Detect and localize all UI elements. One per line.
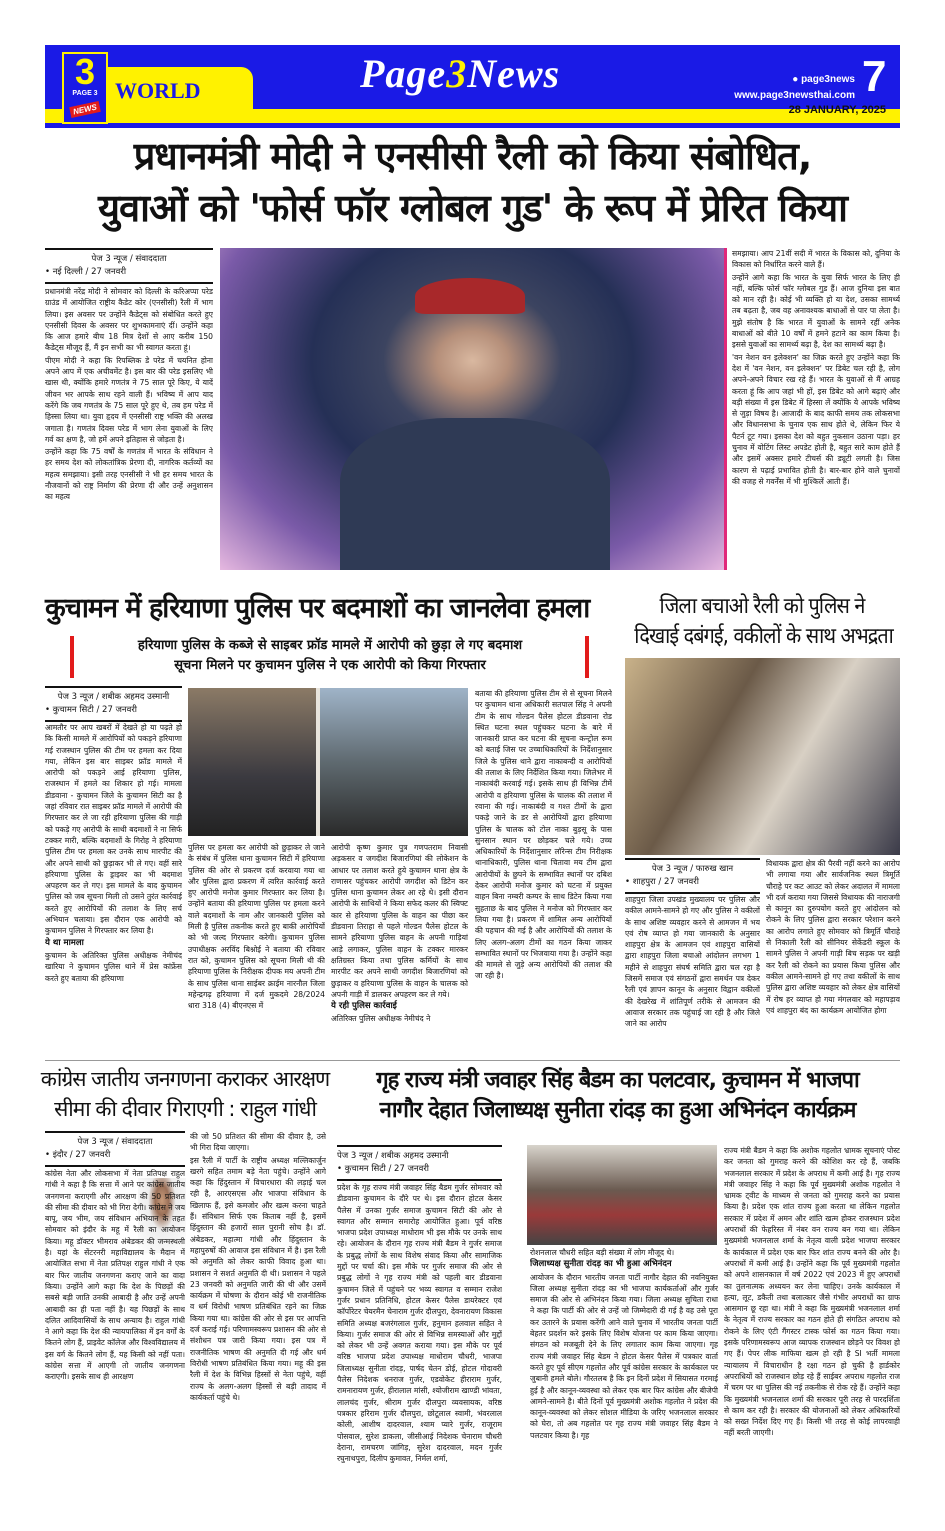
article-text: प्रदेश के गृह राज्य मंत्री जवाहर सिंह बैडम गुर्जर सोमवार को डीडवाना कुचामन के दौरे पर थे। इस दौरान होटल केसर पैलेस में उनका गुर्जर समाज कुचामन सिटी की ओर से स्वागत और सम्मान समारोह आयोजित हुआ। पूर्व वरिष्ठ भाजपा प्रदेश उपाध्यक्ष माधोराम भी इस मौके पर उनके साथ रहे। आयोजन के दौरान गृह राज्य मंत्री बैडम ने गुर्जर समाज के प्रबुद्ध लोगों के साथ विशेष संवाद किया और सामाजिक मुद्दों पर चर्चा की। इस मौके पर गुर्जर समाज की ओर से प्रबुद्ध लोगों ने गृह राज्य मंत्री को पहली बार डीडवाना कुचामन जिले में पहुंचने पर भव्य स्वागत व सम्मान राजेश गुर्जर प्रधान प्रतिनिधि, होटल केसर पैलेस डायरेक्टर एवं कॉर्पोरेटर चेयरमैन चेनाराम गुर्जर दौलपुरा, देवनारायण विकास समिति अध्यक्ष बजरंगलाल गुर्जर, हनुमान हलवाल सहित ने किया। गुर्जर समाज की ओर से विभिन्न समस्याओं और मुद्दों को लेकर भी उन्हें अवगत कराया गया। इस मौके पर पूर्व वरिष्ठ भाजपा प्रदेश उपाध्यक्ष माधोराम चौधरी, भाजपा जिलाध्यक्ष सुनीता रांदड़, पार्षद चेतन डोई, होटल गोदावरी पैलेस निदेशक धनराज गुर्जर, एडवोकेट हीराराम गुर्जर, रामनारायण गुर्जर, हीरालाल मांसी, श्योजीराम खाण्डी भांवता, लालचंद गुर्जर, श्रीराम गुर्जर दौलपुरा व्यवसायक, वरिष्ठ पत्रकार हरिराम गुर्जर दौलपुरा, छोटूलाल स्वामी, भंवरलाल कोली, आशीष दादरवाल, श्याम प्यारे गुर्जर, राजूराम पोसवाल, सुरेश डाकला, जीसीआई निदेशक चेनाराम चौधरी देराना, रामचरण जांगिड़, सुरेश दादरवाल, मदन गुर्जर रघुनाथपुरा, दिलीप कुमावत, निर्मल शर्मा, <box>337 1183 502 1464</box>
article-text: पुलिस पर हमला कर आरोपी को छुड़ाकर ले जाने के संबंध में पुलिस थाना कुचामन सिटी में हरियाणा पुलिस की ओर से प्रकरण दर्ज करवाया गया था और पुलिस द्वारा प्रकरण में त्वरित कार्रवाई करते हुए आरोपी मनोज कुमार गिरफ्तार कर लिया है। उन्होंने बताया की हरियाणा पुलिस पर हमला करने वाले बदमाशों के नाम और जानकारी पुलिस को मिली है पुलिस तकनीक करते हुए बाकी आरोपियों को भी जल्द गिरफ्तार करेगी। कुचामन पुलिस उपाधीक्षक अरविंद बिश्नोई ने बताया की रविवार रात को, कुचामन पुलिस को सूचना मिली थी की हरियाणा पुलिस के निरीक्षक दीपक मय अपनी टीम के साथ पुलिस थाना साईबर क्राईम नारनौल जिला महेन्द्रगढ़ हरियाणा में दर्ज मुकदमे 28/2024 धारा 318 (4) बीएनएस में <box>188 843 325 1011</box>
rally-photo <box>625 658 900 855</box>
headline-shahpura-rally: जिला बचाओ रैली को पुलिस ने दिखाई दबंगई, वकीलों के साथ अभद्रता <box>620 592 904 654</box>
article-text: आरोपी कृष्ण कुमार पुत्र गणपतराम निवासी अड़कसर व जगदीश बिजारणियां की लोकेशन के आधार पर तलाश करते हुये कुचामन थाना क्षेत्र के राणासर पहुंचकर आरोपी जगदीश को डिटेन कर पुलिस थाना कुचामन लेकर आ रहे थे। इसी दौरान आरोपी के साथियों ने किया सफेद कलर की स्विफ्ट कार से हरियाणा पुलिस के वाहन का पीछा कर डीडवाना तिराहा से पहले गोल्डन पैलेस होटल के सामने हरियाणा पुलिस वाहन के अपनी गाड़ियां आड़े लगाकर, पुलिस वाहन के टक्कर मारकर क्षतिग्रस्त किया तथा पुलिस कर्मियों के साथ मारपीट कर अपने साथी जगदीश बिजारणियां को छुड़ाकर व हरियाणा पुलिस के वाहन के चालक को अपनी गाड़ी में डालकर अपहरण कर ले गये। ये रही पुलिस कार्रवाई अतिरिक्त पुलिस अधीक्षक नेमीचंद ने <box>331 843 468 1024</box>
jacket <box>340 418 610 570</box>
article-text: बताया की हरियाणा पुलिस टीम से से सूचना मिलने पर कुचामन थाना अधिकारी सतपाल सिंह ने अपनी टीम के साथ गोल्डन पैलेस होटल डीडवाना रोड स्थित घटना स्थल पहुंचकर घटना के बारे में जानकारी प्राप्त कर घटना की सूचना कन्ट्रोल रूम को बताई जिस पर उच्चाधिकारियों के निर्देशानुसार जिले के पुलिस थाने द्वारा नाकाबन्दी व आरोपियों की तलाश के लिए निर्देशित किया गया। जिलेभर में नाकाबंदी करवाई गई। इसके साथ ही विभिन्न टीमें आरोपी व हरियाणा पुलिस के चालक की तलाश में रवाना की गई। नाकाबंदी व गश्त टीमों के द्वारा पकड़े जाने के डर से आरोपियों द्वारा हरियाणा पुलिस के चालक को टोल नाका बुड़सू के पास सुनसान स्थान पर छोड़कर चले गये। उच्च अधिकारियों के निर्देशानुसार लॉरेन्स टीम निरीक्षक थानाधिकारी, पुलिस थाना चितावा मय टीम द्वारा आरोपीयों के छुपने के सम्भावित स्थानों पर दबिश देकर आरोपी मनोज कुमार को घटना में प्रयुक्त वाहन बिना नम्बरी कम्पर के साथ डिटेन किया गया सुहताछ के बाद पुलिस ने मनोज को गिरफ्तार कर लिया गया है। प्रकरण में शामिल अन्य आरोपियों की पहचान की गई है और आरोपियों की तलाश के लिए अलग-अलग टीमों का गठन किया जाकर सम्भावित स्थानों पर भिजवाया गया है। उन्होंने कहा की मामले से जुड़े अन्य आरोपियों की तलाश की जा रही है। <box>475 689 612 981</box>
brand-name: Page3News <box>360 51 561 96</box>
headline-bedam: गृह राज्य मंत्री जवाहर सिंह बैडम का पलटवार, कुचामन में भाजपा नागौर देहात जिलाध्यक्ष सुनीता रांदड़ का हुआ अभिनंदन कार्यक्रम <box>376 1068 859 1123</box>
social-icon: ● <box>792 74 802 85</box>
article-text: राज्य मंत्री बैडम ने कहा कि अशोक गहलोत भ्रामक सूचनाएं पोस्ट कर जनता को गुमराह करने की कोशिश कर रहे हैं, जबकि भजनलाल सरकार में प्रदेश के अपराध में कमी आई है। गृह राज्य मंत्री जवाहर सिंह ने कहा कि पूर्व मुख्यमंत्री अशोक गहलोत ने भ्रामक ट्वीट के माध्यम से जनता को गुमराह करने का प्रयास किया है। प्रदेश एक शांत राज्य हुआ करता था लेकिन गहलोत सरकार में प्रदेश में अमन और शांति खत्म होकर राजस्थान प्रदेश अपराधों की फेहरिस्त में नंबर वन राज्य बन गया था। लेकिन मुख्यमंत्री भजनलाल शर्मा के नेतृत्व वाली प्रदेश भाजपा सरकार के कार्यकाल में प्रदेश एक बार फिर शांत राज्य बनने की ओर है। अपराधों में कमी आई है। उन्होंने कहा कि पूर्व मुख्यमंत्री गहलोत को अपने शासनकाल में वर्ष 2022 एवं 2023 में हुए अपराधों का तुलनात्मक अध्ययन कर लेना चाहिए। उनके कार्यकाल में हत्या, लूट, डकैती तथा बलात्कार जैसे गंभीर अपराधों का ग्राफ आसमान छू रहा था। मंत्री ने कहा कि मुख्यमंत्री भजनलाल शर्मा के नेतृत्व में राज्य सरकार का गठन होते ही संगठित अपराध को रोकने के लिए एंटी गैंगस्टर टास्क फोर्स का गठन किया गया। इसके परिणामस्वरूप आज व्यापक राजस्थान छोड़ने पर विवश हो गए हैं। पेपर लीक माफिया खत्म हो रही है SI भर्ती मामला न्यायालय में विचाराधीन है रक्षा गठन हो चुकी है हार्डकोर अपराधियों को राजस्थान छोड़ रहे हैं साईबर अपराध गहलोत राज में चरम पर था पुलिस की नई तकनीक से रोक रहे हैं। उन्होंने कहा कि मुख्यमंत्री भजनलाल शर्मा की सरकार पूरी तरह से पारदर्शिता से काम कर रही है। सरकार की योजनाओं को लेकर अधिकारियों को सख्त निर्देश दिए गए हैं। किसी भी तरह से कोई लापरवाही नहीं बरती जाएगी। <box>724 1146 900 1438</box>
byline: पेज 3 न्यूज / संवाददाता • नई दिल्ली / 27 जनवरी <box>45 248 213 284</box>
article-text: समझाया। आप 21वीं सदी में भारत के विकास को, दुनिया के विकास को निर्धारित करने वाले हैं। उन्होंने आगे कहा कि भारत के युवा सिर्फ भारत के लिए ही नहीं, बल्कि फोर्स फॉर ग्लोबल गुड हैं। आज दुनिया इस बात को मान रही है। कोई भी व्यक्ति हो या देश, उसका सामर्थ्य तब बढ़ता है, जब वह अनावश्यक बाधाओं से पार पा लेता है। मुझे संतोष है कि भारत में युवाओं के सामने रहीं अनेक बाधाओं को बीते 10 वर्षों में हमने हटाने का काम किया है। इससे युवाओं का सामर्थ्य बढ़ा है, देश का सामर्थ्य बढ़ा है। 'वन नेशन वन इलेक्शन' का जिक्र करते हुए उन्होंने कहा कि देश में 'वन नेशन, वन इलेक्शन' पर डिबेट चल रही है, लोग अपने-अपने विचार रख रहे हैं। भारत के युवाओं से मैं आग्रह करता हूं कि आप जहां भी हों, इस डिबेट को आगे बढ़ाएं और बड़ी संख्या में इस डिबेट में हिस्सा लें क्योंकि ये आपके भविष्य से जुड़ा विषय है। आजादी के बाद काफी समय तक लोकसभा और विधानसभा के चुनाव एक साथ होते थे, लेकिन फिर ये पैटर्न टूट गया। इसका देश को बहुत नुकसान उठाना पड़ा। हर चुनाव में वोटिंग लिस्ट अपडेट होती है, बहुत सारे काम होते हैं और इसमें अक्सर हमारे टीचर्स की ड्यूटी लगती है। जिस कारण से पढ़ाई प्रभावित होती है। बार-बार होने वाले चुनावों की वजह से गवर्नेंस में भी मुश्किलें आती हैं। <box>732 249 900 486</box>
modi-photo <box>220 248 725 570</box>
article-text: रोशनलाल चौधरी सहित बड़ी संख्या में लोग मौजूद थे। जिलाध्यक्ष सुनीता रांदड़ का भी हुआ अभिनंदन आयोजन के दौरान भारतीय जनता पार्टी नागौर देहात की नवनियुक्त जिला अध्यक्ष सुनीता रांदड़ का भी भाजपा कार्यकर्ताओं और गुर्जर समाज की ओर से अभिनंदन किया गया। जिला अध्यक्ष सुचिता राधा ने कहा कि पार्टी की ओर से उन्हें जो जिम्मेदारी दी गई है वह उसे पूरा कर उतारने के प्रयास करेंगी आने वाले चुनाव में भारतीय जनता पार्टी बेहतर प्रदर्शन करे इसके लिए विशेष योजना पर काम किया जाएगा। संगठन को मजबूती देने के लिए लगातार काम किया जाएगा। गृह राज्य मंत्री जवाहर सिंह बेडम ने होटल केसर पैलेस में पत्रकार वार्ता करते हुए पूर्व सीएम गहलोत और पूर्व कांग्रेस सरकार के कार्यकाल पर जुबानी हमले बोले। गौरतलब है कि इन दिनों प्रदेश में सियासत गरमाई हुई है और कानून-व्यवस्था को लेकर एक बार फिर कांग्रेस और बीजेपी आमने-सामने है। बीते दिनों पूर्व मुख्यमंत्री अशोक गहलोत ने प्रदेश की कानून-व्यवस्था को लेकर सोशल मीडिया के जरिए भजनलाल सरकार को घेरा, तो अब गहलोत पर गृह राज्य मंत्री जवाहर सिंह बैडम ने पलटवार किया है। गृह <box>530 1248 718 1440</box>
arrest-photo <box>188 688 316 836</box>
byline: पेज 3 न्यूज / शबीक अहमद उस्मानी • कुचामन सिटी / 27 जनवरी <box>337 1145 502 1181</box>
article-text: कांग्रेस नेता और लोकसभा में नेता प्रतिपक्ष राहुल गांधी ने कहा है कि सत्ता में आने पर कांग्रेस जातीय जनगणना कराएगी और आरक्षण की 50 प्रतिशत की सीमा की दीवार को भी गिरा देगी। कांग्रेस ने जय बापू, जय भीम, जय संविधान अभियान के तहत सोमवार को इंदौर के महू में रैली का आयोजन किया। महू डॉक्टर भीमराव अंबेडकर की जन्मस्थली है। यहां के सेंटरनरी महाविद्यालय के मैदान में आयोजित सभा में नेता प्रतिपक्ष राहुल गांधी ने एक बार फिर जातीय जनगणना कराए जाने का वादा किया। उन्होंने आगे कहा कि देश के पिछड़ों की सबसे बड़ी जाति उनकी आबादी है और उन्हें अपनी आबादी का ही पता नहीं है। यह पिछड़ों के साथ दलित आदिवासियों के साथ अन्याय है। राहुल गांधी ने आगे कहा कि देश की न्यायपालिका में इन वर्गों के कितने लोग हैं, प्राइवेट कॉलेज और विश्वविद्यालय में इस वर्ग के कितने लोग हैं, यह किसी को नहीं पता। कांग्रेस सत्ता में आएगी तो जातीय जनगणना कराएगी। इसके साथ ही आरक्षण <box>45 1169 185 1382</box>
byline: पेज 3 न्यूज / फारुख खान • शाहपुरा / 27 जनवरी <box>625 858 760 894</box>
section-label: WORLD <box>115 78 201 103</box>
felicitation-photo <box>527 1145 717 1245</box>
article-text: शाहपुरा जिला उपखंड मुख्यालय पर पुलिस और वकील आमने-सामने हो गए और पुलिस ने वकीलों के साथ अशिष्ट व्यवहार करने से आमजन में भय एवं रोष व्याप्त हो गया जानकारी के अनुसार शाहपुरा क्षेत्र के आमजन एवं शाहपुरा वासियों द्वारा शाहपुरा जिला बचाओ आंदोलन लगभग 1 महीने से शाहपुरा संघर्ष समिति द्वारा चल रहा है जिसमें समाज एवं संगठनों द्वारा समर्थन पत्र देकर रैली एवं ज्ञापन कानून के अनुसार विद्वान वकीलों की देखरेख में शांतिपूर्ण तरीके से आमजन की आवाज सरकार तक पहुंचाई जा रही है और जिले जाने का आरोप <box>625 895 760 1029</box>
headline-rahul-gandhi: कांग्रेस जातीय जनगणना कराकर आरक्षण सीमा की दीवार गिराएगी : राहुल गांधी <box>40 1067 330 1121</box>
article-text: प्रधानमंत्री नरेंद्र मोदी ने सोमवार को दिल्ली के करिअप्पा परेड ग्राउंड में आयोजित राष्ट्रीय कैडेट कोर (एनसीसी) रैली में भाग लिया। इस अवसर पर उन्होंने कैडेट्स को संबोधित करते हुए एनसीसी दिवस के अवसर पर शुभकामनाएं दीं। उन्होंने कहा कि आज हमारे बीच 18 मित्र देशों से आए करीब 150 कैडेट्स मौजूद हैं, मैं इन सभी का भी स्वागत करता हूं। पीएम मोदी ने कहा कि रिपब्लिक डे परेड में चयनित होना अपने आप में एक अचीवमेंट है। इस बार की परेड इसलिए भी खास थी, क्योंकि हमारे गणतंत्र ने 75 साल पूरे किए, ये यादें जीवन भर आपके साथ रहने वाली हैं। भविष्य में आप याद करेंगे कि जब गणतंत्र के 75 साल पूरे हुए थे, तब हम परेड में हिस्सा लिया था। युवा हृदय में एनसीसी राष्ट्र भक्ति की अलख जगाता है। गणतंत्र दिवस परेड में भाग लेना युवाओं के लिए गर्व का क्षण है, जो हमें अपने इतिहास से जोड़ता है। उन्होंने कहा कि 75 वर्षों के गणतंत्र में भारत के संविधान ने हर समय देश को लोकतांत्रिक प्रेरणा दी, नागरिक कर्तव्यों का महत्व समझाया। इसी तरह एनसीसी ने भी हर समय भारत के नौजवानों को राष्ट्र निर्माण की प्रेरणा दी और उन्हें अनुशासन का महत्व <box>45 287 213 502</box>
masthead-links: ● page3news www.page3newsthai.com <box>730 72 855 104</box>
article-text: आमतौर पर आप खबरों में देखते हो या पढ़ते हो कि किसी मामले में आरोपियों को पकड़ने हरियाणा गई राजस्थान पुलिस की टीम पर हमला कर दिया गया, लेकिन इस बार साइबर फ्रॉड मामले में आरोपी को पकड़ने आई हरियाणा पुलिस, राजस्थान में हमले का शिकार हो गई। मामला डीडवाना - कुचामन जिले के कुचामन सिटी का है जहां रविवार रात साइबर फ्रॉड मामले में आरोपी की गिरफ्तार कर ले जा रही हरियाणा पुलिस की गाड़ी को पकड़े गए आरोपी के साथी बदमाशों ने ना सिर्फ टक्कर मारी, बल्कि बदमाशों के गिरोह ने हरियाणा पुलिस टीम पर हमला कर उनके साथ मारपीट की और अपने साथी को छुड़ाकर भी ले गए। वहीं सारे हरियाणा पुलिस के ड्राइवर का भी बदमाश अपहरण कर ले गए। इस मामले के बाद कुचामन पुलिस को जब सूचना मिली तो उसने तुरंत कार्रवाई करते हुए आरोपियों की तलाश के लिए सर्च अभियान चलाया। इस दौरान एक आरोपी को कुचामन पुलिस ने गिरफ्तार कर लिया है। ये था मामला कुचामन के अतिरिक्त पुलिस अधीक्षक नेमीचंद खारिया ने कुचामन पुलिस थाने में प्रेस कांफ्रेंस करते हुए बताया की हरियाणा <box>45 723 182 983</box>
subheadline: हरियाणा पुलिस के कब्जे से साइबर फ्रॉड मामले में आरोपी को छुड़ा ले गए बदमाश सूचना मिलने पर कुचामन पुलिस ने एक आरोपी को किया गिरफ्तार <box>137 638 523 673</box>
police-photos <box>188 688 468 836</box>
article-text: विधायक द्वारा क्षेत्र की पैरवी नहीं करने का आरोप भी लगाया गया और सार्वजनिक स्थल त्रिमूर्ति चौराहे पर कट आउट को लेकर अदालत में मामला भी दर्ज कराया गया जिससे विधायक की नाराजगी से कानून का दुरुपयोग करते हुए आंदोलन को रोकने के लिए पुलिस द्वारा सरकार परेशान करने का आरोप लगाते हुए सोमवार को त्रिमूर्ति चौराहे से निकाली रैली को सीनियर सेकेंडरी स्कूल के सामने पुलिस ने अपनी गाड़ी बिच सड़क पर खड़ी कर रैली को रोकने का प्रयास किया पुलिस और वकील आमने-सामने हो गए तथा वकीलों के साथ पुलिस द्वारा अशिष्ट व्यवहार को लेकर क्षेत्र वासियों में रोष हर व्याप्त हो गया मंगलवार को महापड़ाव एवं शाहपुरा बंद का कार्यक्रम आयोजित होगा <box>766 859 900 1015</box>
damaged-car-photo <box>320 688 468 836</box>
issue-date: 28 JANUARY, 2025 <box>788 104 886 116</box>
red-bar <box>585 636 589 678</box>
website: www.page3newsthai.com <box>734 90 855 101</box>
main-headline: प्रधानमंत्री मोदी ने एनसीसी रैली को किया संबोधित, युवाओं को 'फोर्स फॉर ग्लोबल गुड' के रूप में प्रेरित किया <box>97 134 847 230</box>
page-number: 7 <box>862 52 887 101</box>
page3-logo: 3 PAGE 3 NEWS <box>62 52 108 124</box>
divider <box>45 1060 900 1061</box>
divider <box>45 124 900 128</box>
article-text: की जो 50 प्रतिशत की सीमा की दीवार है, उसे भी गिरा दिया जाएगा। इस रैली में पार्टी के राष्ट्रीय अध्यक्ष मल्लिकार्जुन खरगे सहित तमाम बड़े नेता पहुंचे। उन्होंने आगे कहा कि हिंदुस्तान में विचारधारा की लड़ाई चल रही है, आरएसएस और भाजपा संविधान के खिलाफ हैं, इसे कमजोर और खत्म करना चाहते हैं। संविधान सिर्फ एक किताब नहीं है, इसमें हिंदुस्तान की हजारों साल पुरानी सोच है। डॉ. अंबेडकर, महात्मा गांधी और हिंदुस्तान के महापुरुषों की आवाज इस संविधान में है। इस रैली को अनुमति को लेकर काफी विवाद हुआ था। प्रशासन ने सशर्त अनुमति दी थी। प्रशासन ने पहले 23 जनवरी को अनुमति जारी की थी और उसमें कार्यक्रम में घोषणा के दौरान कोई भी राजनीतिक व धर्म विरोधी भाषण प्रतिबंधित रहने का जिक्र किया गया था। कांग्रेस की ओर से इस पर आपत्ति दर्ज कराई गई। परिणामस्वरूप प्रशासन की ओर से संशोधन पत्र जारी किया गया। इस पत्र में राजनीतिक भाषण की अनुमति दी गई और धर्म विरोधी भाषण प्रतिबंधित किया गया। महू की इस रैली में देश के विभिन्न हिस्सों से नेता पहुंचे, वहीं राज्य के अलग-अलग हिस्सों से बड़ी तादाद में कार्यकर्ता पहुंचे थे। <box>190 1132 326 1402</box>
byline: पेज 3 न्यूज / शबीक अहमद उस्मानी • कुचामन सिटी / 27 जनवरी <box>45 686 182 722</box>
byline: पेज 3 न्यूज / संवाददाता • इंदौर / 27 जनवरी <box>45 1131 185 1167</box>
pink-rule <box>724 248 727 570</box>
red-bar <box>70 636 74 678</box>
cap <box>415 278 525 314</box>
headline-kuchaman-attack: कुचामन में हरियाणा पुलिस पर बदमाशों का जानलेवा हमला <box>45 593 590 624</box>
